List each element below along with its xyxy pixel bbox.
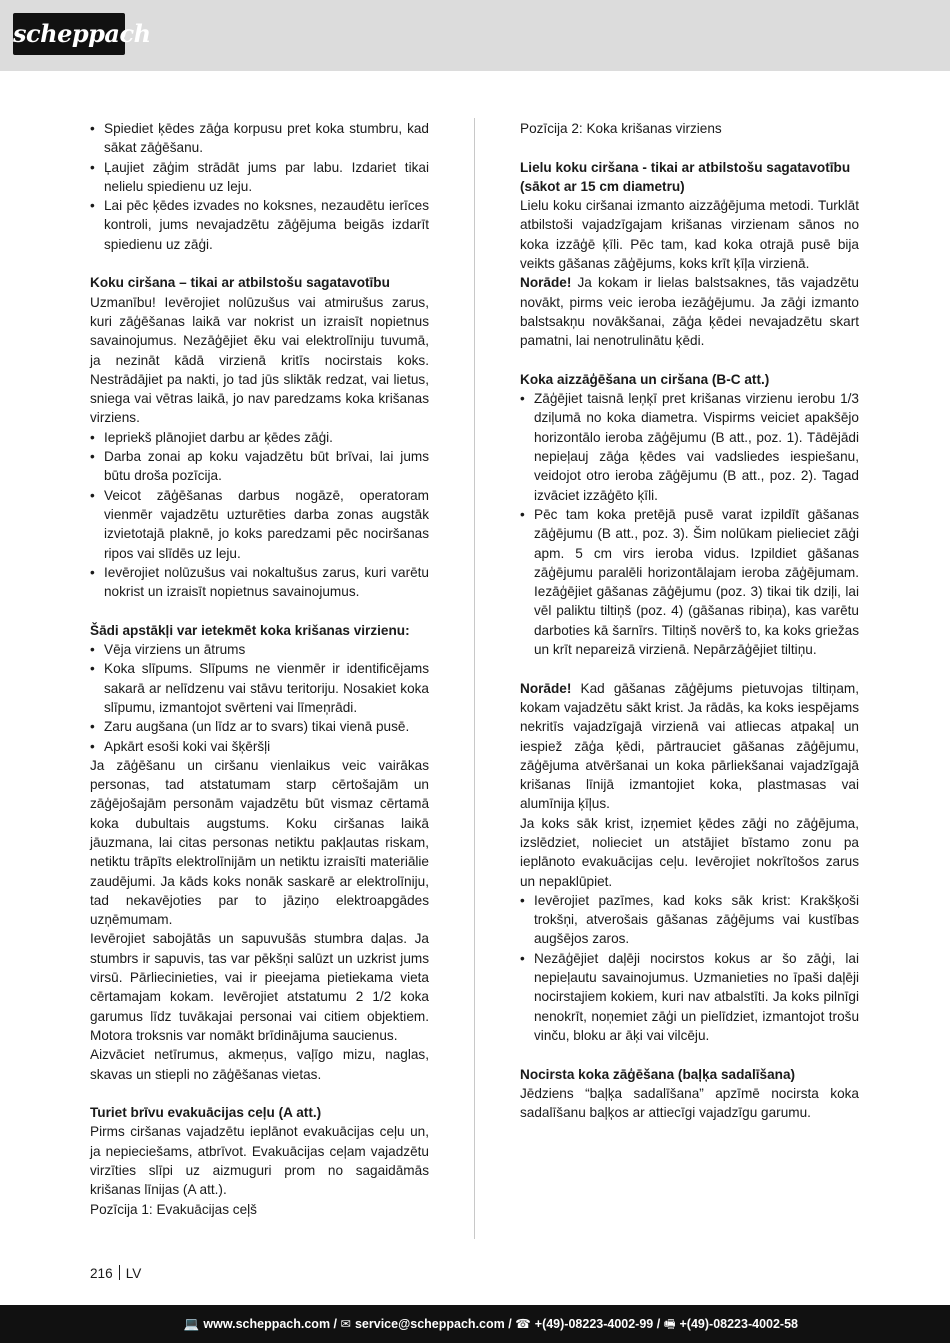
section-heading: Koka aizzāģēšana un ciršana (B-C att.) bbox=[520, 371, 770, 387]
language-code: LV bbox=[125, 1266, 142, 1281]
list-item: • Ļaujiet zāģim strādāt jums par labu. Izdariet tikai nelielu spiedienu uz leju. bbox=[90, 158, 429, 197]
section-heading: Šādi apstākļi var ietekmēt koka krišanas virzienu: bbox=[90, 622, 410, 638]
paragraph: Ja zāģēšanu un ciršanu vienlaikus veic vairākas personas, tad atstatumam starp cērtošajām un zāģējošajām personām vajadzētu būt vismaz cērtamā koka dubultais augstums. Koku ciršanas laikā jāuzmana, lai citas personas netiktu pakļautas riskam, netiktu trāpīts elektrolīnijām un netiktu izraisīti materiālie zaudējumi. Ja kāds koks nonāk saskarē ar elektrolīniju, tad nekavējoties par to jāziņo elektroapgādes uzņēmumam. bbox=[90, 757, 429, 928]
page-number-value: 216 bbox=[90, 1266, 113, 1281]
paragraph bbox=[520, 679, 859, 814]
list-item: • Iepriekš plānojiet darbu ar ķēdes zāģi. bbox=[90, 428, 429, 447]
note-text: Ja kokam ir lielas balstsaknes, tās vajadzētu novākt, pirms veic ieroba iezāģējumu. Ja zāģi izmanto balstsakņu novākšanai, zāģa ķēdei nevajadzētu skart pamatni, lai nenotrulinātu ķēdi. bbox=[520, 275, 859, 349]
paragraph: Aizvāciet netīrumus, akmeņus, vaļīgo mizu, naglas, skavas un stiepli no zāģēšanas vietas. bbox=[90, 1047, 429, 1082]
list-item: • Ievērojiet pazīmes, kad koks sāk krist: Krakšķoši trokšņi, atverošais gāšanas zāģējums vai kustības augšējos zaros. bbox=[520, 891, 859, 949]
page-header bbox=[0, 0, 950, 71]
bullet-list bbox=[520, 891, 859, 1045]
section-heading: Nocirsta koka zāģēšana (baļķa sadalīšana) bbox=[520, 1066, 796, 1082]
list-item: • Ievērojiet nolūzušus vai nokaltušus zarus, kuri varētu nokrist un izraisīt nopietnus savainojumus. bbox=[90, 563, 429, 602]
list-item: • Veicot zāģēšanas darbus nogāzē, operatoram vienmēr vajadzētu uzturēties darba zonas augstāk izvietotajā plaknē, jo koks paredzami pēc nociršanas ripos vai slīdēs uz leju. bbox=[90, 486, 429, 563]
bullet-list bbox=[520, 389, 859, 659]
section-heading: Turiet brīvu evakuācijas ceļu (A att.) bbox=[90, 1105, 322, 1121]
note-label: Norāde! bbox=[520, 275, 572, 291]
paragraph: Pozīcija 1: Evakuācijas ceļš bbox=[90, 1201, 257, 1217]
list-item: • Apkārt esoši koki vai šķēršļi bbox=[90, 737, 429, 756]
paragraph: Ja koks sāk krist, izņemiet ķēdes zāģi no zāģējuma, izslēdziet, nolieciet un atstājiet bīstamo zonu pa ieplānoto evakuācijas ceļu. Ievērojiet nokrītošos zarus un nepaklūpiet. bbox=[520, 815, 859, 889]
scheppach-logo: scheppach bbox=[13, 13, 125, 55]
note-text: Kad gāšanas zāģējums pietuvojas tiltiņam, kokam vajadzētu sākt krist. Ja rādās, ka koks iespējams nekritīs vajadzīgajā virzienā vai atliecas atpakaļ un iespiež zāģa ķēdi, pārtrauciet gāšanas zāģējumu, zāģējuma atvēršanai un koka pārliekšanai vajadzīgajā krišanas līnijā izmantojiet koka, plastmasas vai alumīnija ķīļus. bbox=[520, 680, 859, 812]
note-label: Norāde! bbox=[520, 680, 572, 696]
column-divider bbox=[474, 118, 475, 1239]
fax-number: +(49)-08223-4002-58 bbox=[679, 1317, 798, 1331]
phone-icon: ☎ bbox=[515, 1317, 531, 1331]
list-item: • Lai pēc ķēdes izvades no koksnes, nezaudētu ierīces kontroli, jums nevajadzētu zāģējuma beigās izdarīt spiedienu uz zāģi. bbox=[90, 196, 429, 254]
list-item: • Zaru augšana (un līdz ar to svars) tikai vienā pusē. bbox=[90, 717, 429, 736]
paragraph: Pozīcija 2: Koka krišanas virziens bbox=[520, 121, 722, 136]
paragraph: Ievērojiet sabojātās un sapuvušās stumbra daļas. Ja stumbrs ir sapuvis, tas var pēkšņi salūzt un uzkrist jums virsū. Pārliecinieties, vai ir pieejama pietiekama vieta cērtamajam kokam. Ievērojiet atstatumu 2 1/2 koka garumus līdz tuvākajai personai vai citiem objektiem. Motora troksnis var nomākt brīdinājuma saucienus. bbox=[90, 931, 429, 1043]
list-item: • Nezāģējiet daļēji nocirstos kokus ar šo zāģi, lai nepieļautu savainojumus. Uzmanieties no īpaši daļēji nocirstajiem kokiem, kuri nav atbalstīti. Ja koks pilnīgi nenokrīt, noņemiet zāģi un pielīdziet, izmantojot trošu vinču, bloku ar āķi vai vilcēju. bbox=[520, 949, 859, 1045]
page-number bbox=[90, 1264, 141, 1283]
right-column bbox=[520, 119, 859, 1122]
mail-icon: ✉ bbox=[340, 1317, 351, 1331]
email-link[interactable]: service@scheppach.com / bbox=[354, 1317, 512, 1331]
paragraph: Lielu koku ciršanai izmanto aizzāģējuma metodi. Turklāt atbilstoši vajadzīgajam krišanas virzienam sānos no koka izzāģē ķīli. Pēc tam, kad koka otrajā pusē bija veikts gāšanas zāģējums, koks krīt ķīļa virzienā. bbox=[520, 198, 859, 272]
left-column bbox=[90, 119, 429, 1219]
list-item: • Spiediet ķēdes zāģa korpusu pret koka stumbru, kad sākat zāģēšanu. bbox=[90, 119, 429, 158]
paragraph: Uzmanību! Ievērojiet nolūzušus vai atmirušus zarus, kuri zāģēšanas laikā var nokrist un izraisīt nopietnus savainojumus. Nezāģējiet ēku vai elektrolīniju tuvumā, ja nezināt kādā virzienā kritīs nocirstais koks. Nestrādājiet pa nakti, jo tad jūs sliktāk redzat, vai lietus, sniega vai vētras laikā, jo nav paredzams koka krišanas virziens. bbox=[90, 294, 429, 426]
phone-number: +(49)-08223-4002-99 / bbox=[534, 1317, 661, 1331]
list-item: • Pēc tam koka pretējā pusē varat izpildīt gāšanas zāģējumu (B att., poz. 3). Šim nolūkam pielieciet zāģi apm. 5 cm virs ieroba vidus. Izpildiet gāšanas zāģējumu paralēli horizontālajam ieroba zāģējumam. Iezāģējiet gāšanas zāģējumu (poz. 3) tikai tik dziļi, lai vēl paliktu tiltiņš (poz. 4) (gāšanas ribiņa), kas varētu darboties kā šarnīrs. Tiltiņš novērš to, ka koks griežas un krīt nepareizā virzienā. Nepārzāģējiet tiltiņu. bbox=[520, 505, 859, 659]
bullet-list bbox=[90, 119, 429, 254]
list-item: • Koka slīpums. Slīpums ne vienmēr ir identificējams sakarā ar nelīdzenu vai stāvu teritoriju. Nosakiet koka slīpumu, izmantojot svērteni vai līmeņrādi. bbox=[90, 659, 429, 717]
list-item: • Darba zonai ap koku vajadzētu būt brīvai, lai jums būtu droša pozīcija. bbox=[90, 447, 429, 486]
list-item: • Vēja virziens un ātrums bbox=[90, 640, 429, 659]
fax-icon: 🖷 bbox=[663, 1317, 676, 1331]
paragraph: Jēdziens “baļķa sadalīšana” apzīmē nocirsta koka sadalīšanu baļķos ar attiecīgi vajadzīgu garumu. bbox=[520, 1085, 859, 1121]
contact-footer bbox=[0, 1305, 950, 1343]
paragraph: Pirms ciršanas vajadzētu ieplānot evakuācijas ceļu un, ja nepieciešams, atbrīvot. Evakuācijas ceļam vajadzētu virzīties slīpi uz aizmuguri prom no sagaidāmās krišanas līnijas (A att.). bbox=[90, 1124, 429, 1198]
bullet-list bbox=[90, 640, 429, 756]
website-link[interactable]: www.scheppach.com / bbox=[203, 1317, 338, 1331]
section-heading: Lielu koku ciršana - tikai ar atbilstošu sagatavotību (sākot ar 15 cm diametru) bbox=[520, 159, 851, 194]
list-item: • Zāģējiet taisnā leņķī pret krišanas virzienu ierobu 1/3 dziļumā no koka diametra. Vispirms veiciet apakšējo horizontālo ieroba zāģējumu (B att., poz. 1). Tādējādi nepieļauj zāģa ķēdes vai vadsliedes iespiešanu, veidojot otro ieroba zāģējumu (B att., poz. 2). Tagad izvāciet izzāģēto ķīli. bbox=[520, 389, 859, 505]
section-heading: Koku ciršana – tikai ar atbilstošu sagatavotību bbox=[90, 275, 390, 291]
bullet-list bbox=[90, 428, 429, 602]
paragraph bbox=[520, 273, 859, 350]
laptop-icon: 💻 bbox=[183, 1317, 200, 1331]
